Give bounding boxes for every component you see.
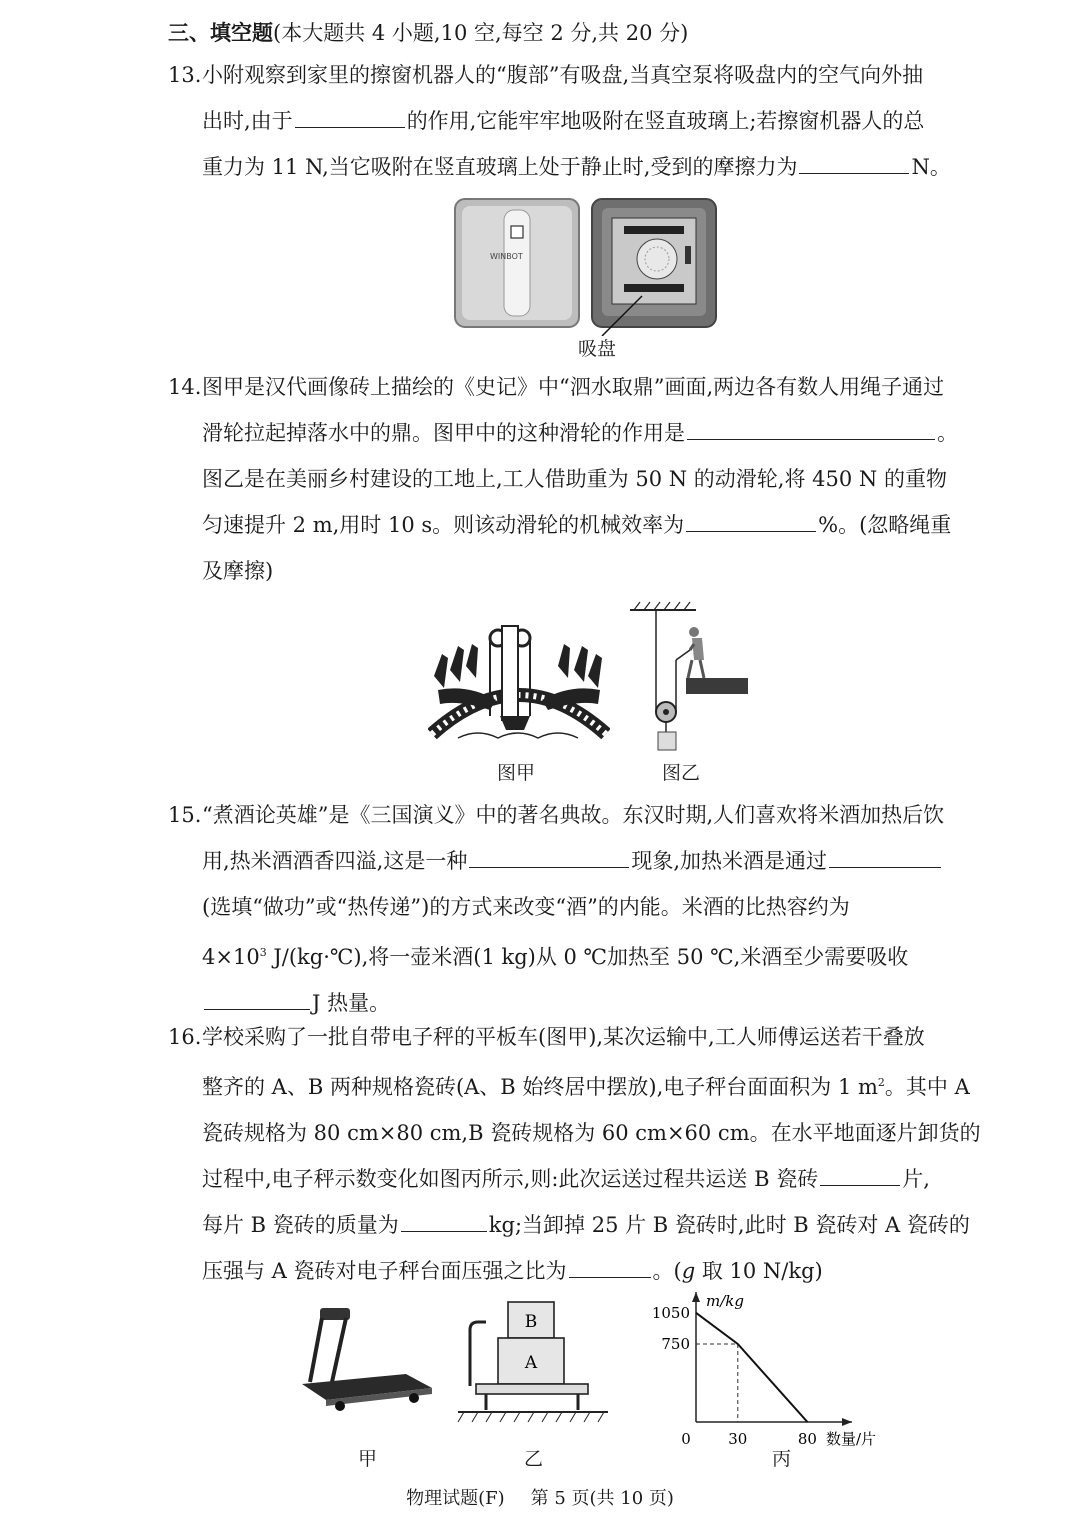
chart-caption: 丙 — [772, 1448, 792, 1470]
section-note: (本大题共 4 小题,10 空,每空 2 分,共 20 分) — [273, 21, 689, 45]
suction-cup-caption: 吸盘 — [578, 338, 617, 360]
y-axis-label: m/kg — [706, 1292, 744, 1310]
question-number: 16. — [168, 1025, 202, 1049]
q13-line3: 重力为 11 N,当它吸附在竖直玻璃上处于静止时,受到的摩擦力为 N。 — [202, 144, 1008, 190]
section-title: 三、填空题 — [168, 20, 273, 45]
y-tick-label: 1050 — [651, 1303, 690, 1322]
x-axis-label: 数量/片 — [826, 1430, 877, 1448]
q16-line6: 压强与 A 瓷砖对电子秤台面压强之比为 。(g 取 10 N/kg) — [202, 1248, 1008, 1294]
x-axis-arrow — [842, 1418, 852, 1426]
question-number: 13. — [168, 63, 202, 87]
q14-line3: 图乙是在美丽乡村建设的工地上,工人借助重为 50 N 的动滑轮,将 450 N 的重物 — [202, 467, 947, 491]
figure-b-caption: 图乙 — [662, 762, 701, 784]
platform-cart-figure — [296, 1304, 436, 1414]
q16-line5: 每片 B 瓷砖的质量为 kg;当卸掉 25 片 B 瓷砖时,此时 B 瓷砖对 A 瓷砖的 — [202, 1202, 1008, 1248]
answer-blank[interactable] — [799, 151, 909, 174]
pulley-worker-figure — [630, 600, 750, 756]
footer-page-number: 第 5 页(共 10 页) — [530, 1488, 674, 1509]
x-tick-label: 0 — [681, 1430, 691, 1448]
q15-line1: “煮酒论英雄”是《三国演义》中的著名典故。东汉时期,人们喜欢将米酒加热后饮 — [202, 803, 945, 827]
answer-blank[interactable] — [820, 1163, 900, 1186]
answer-blank[interactable] — [686, 509, 816, 532]
robot-front-image — [455, 199, 579, 327]
q16-line1: 学校采购了一批自带电子秤的平板车(图甲),某次运输中,工人师傅运送若干叠放 — [202, 1025, 925, 1049]
robot-back-image — [592, 199, 716, 327]
q15-line3: (选填“做功”或“热传递”)的方式来改变“酒”的内能。米酒的比热容约为 — [202, 895, 850, 919]
question-number: 15. — [168, 803, 202, 827]
answer-blank[interactable] — [687, 417, 935, 440]
page-footer — [0, 1484, 1080, 1510]
question-15 — [168, 792, 1008, 1026]
question-13 — [168, 52, 1008, 190]
question-14 — [168, 364, 1008, 594]
x-tick-label: 30 — [728, 1430, 748, 1448]
footer-subject: 物理试题(F) — [406, 1488, 505, 1509]
tiles-caption: 乙 — [524, 1448, 544, 1470]
tile-a-label: A — [524, 1353, 538, 1373]
answer-blank[interactable] — [204, 987, 310, 1010]
tiles-on-scale-figure — [454, 1298, 612, 1426]
cart-caption: 甲 — [358, 1448, 378, 1470]
answer-blank[interactable] — [401, 1209, 487, 1232]
answer-blank[interactable] — [469, 845, 629, 868]
q16-line4: 过程中,电子秤示数变化如图丙所示,则:此次运送过程共运送 B 瓷砖 片, — [202, 1156, 1008, 1202]
series-line — [696, 1313, 807, 1422]
x-tick-label: 80 — [797, 1430, 817, 1448]
y-tick-label: 750 — [661, 1335, 690, 1353]
q15-line4: $4\times 10^3$ J/(kg·℃),将一壶米酒(1 kg)从 0 ℃加热至 50 ℃,米酒至少需要吸收 — [202, 945, 909, 969]
q15-line5: J 热量。 — [202, 980, 1008, 1026]
q15-line2: 用,热米酒酒香四溢,这是一种 现象,加热米酒是通过 — [202, 838, 1008, 884]
answer-blank[interactable] — [295, 105, 405, 128]
q14-line1: 图甲是汉代画像砖上描绘的《史记》中“泗水取鼎”画面,两边各有数人用绳子通过 — [202, 375, 945, 399]
y-axis-arrow — [692, 1292, 700, 1302]
q16-line2: 整齐的 A、B 两种规格瓷砖(A、B 始终居中摆放),电子秤台面面积为 1 $m^2$。其中 A — [202, 1075, 970, 1099]
q13-line1: 小附观察到家里的擦窗机器人的“腹部”有吸盘,当真空泵将吸盘内的空气向外抽 — [202, 63, 924, 87]
q16-line3: 瓷砖规格为 80 cm×80 cm,B 瓷砖规格为 60 cm×60 cm。在水平地面逐片卸货的 — [202, 1121, 981, 1145]
han-brick-figure — [428, 616, 610, 746]
figure-a-caption: 图甲 — [497, 762, 536, 784]
robot-brand-label: WINBOT — [490, 252, 523, 261]
tile-b-label: B — [524, 1312, 538, 1332]
section-header — [168, 18, 688, 48]
mass-vs-count-chart — [640, 1284, 900, 1456]
q14-line2: 滑轮拉起掉落水中的鼎。图甲中的这种滑轮的作用是 。 — [202, 410, 1008, 456]
q14-line4: 匀速提升 2 m,用时 10 s。则该动滑轮的机械效率为 %。(忽略绳重 — [202, 502, 1008, 548]
answer-blank[interactable] — [569, 1255, 651, 1278]
question-number: 14. — [168, 375, 202, 399]
q13-line2: 出时,由于 的作用,它能牢牢地吸附在竖直玻璃上;若擦窗机器人的总 — [202, 98, 1008, 144]
q14-line5: 及摩擦) — [202, 559, 274, 583]
window-robot-figure — [452, 196, 722, 336]
question-16 — [168, 1014, 1008, 1294]
answer-blank[interactable] — [829, 845, 941, 868]
